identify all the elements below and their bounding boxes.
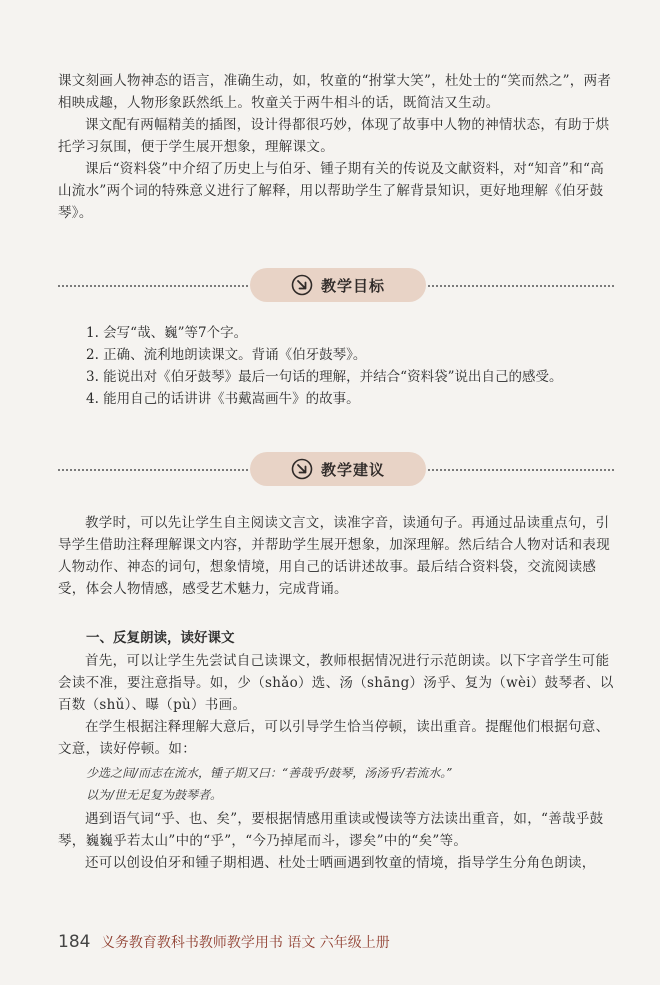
intro-paragraph-3: 课后“资料袋”中介绍了历史上与伯牙、锺子期有关的传说及文献资料，对“知音”和“高山流水”两个词的特殊意义进行了解释，用以帮助学生了解背景知识，更好地理解《伯牙鼓琴》。 [58, 161, 605, 221]
section-header-advice [58, 452, 614, 486]
list-item: 1. 会写“哉、巍”等7个字。 [86, 325, 248, 341]
subsection-paragraph-1: 首先，可以让学生先尝试自己读课文，教师根据情况进行示范朗读。以下字音学生可能会读不准，要注意指导。如，少（shǎo）选、汤（shāng）汤乎、复为（wèi）鼓琴者、以百数（shǔ）、曝（pù）书画。 [58, 653, 614, 713]
circle-arrow-down-right-icon [291, 458, 313, 480]
section-title-advice: 教学建议 [320, 460, 385, 479]
dotted-divider-right [428, 285, 614, 287]
section-pill-advice [250, 452, 426, 486]
list-item: 2. 正确、流利地朗读课文。背诵《伯牙鼓琴》。 [86, 347, 367, 363]
page-number: 184 [58, 932, 91, 952]
intro-paragraph-2: 课文配有两幅精美的插图，设计得都很巧妙，体现了故事中人物的神情状态，有助于烘托学习氛围，便于学生展开想象，理解课文。 [58, 117, 610, 155]
page-footer [58, 932, 390, 952]
subsection-title: 一、反复朗读，读好课文 [86, 630, 235, 646]
quote-line-2: 以为/世无足复为鼓琴者。 [86, 788, 223, 802]
subsection-paragraph-4: 还可以创设伯牙和锺子期相遇、杜处士晒画遇到牧童的情境，指导学生分角色朗读， [85, 855, 596, 871]
book-title: 义务教育教科书教师教学用书 语文 六年级上册 [100, 935, 390, 951]
subsection-paragraph-3: 遇到语气词“乎、也、矣”，要根据情感用重读或慢读等方法读出重音，如，“善哉乎鼓琴，巍巍乎若太山”中的“乎”，“今乃掉尾而斗，谬矣”中的“矣”等。 [58, 811, 604, 849]
section-header-goals [58, 268, 614, 302]
dotted-divider-left [58, 469, 248, 471]
quote-line-1: 少选之间/而志在流水，锺子期又曰：“善哉乎/鼓琴，汤汤乎/若流水。” [86, 766, 453, 780]
dotted-divider-right [428, 469, 614, 471]
list-item: 4. 能用自己的话讲讲《书戴嵩画牛》的故事。 [86, 391, 360, 407]
dotted-divider-left [58, 285, 248, 287]
goals-list [86, 322, 606, 410]
section-title-goals: 教学目标 [320, 276, 385, 295]
advice-paragraph-1: 教学时，可以先让学生自主阅读文言文，读准字音，读通句子。再通过品读重点句，引导学生借助注释理解课文内容，并帮助学生展开想象，加深理解。然后结合人物对话和表现人物动作、神态的词句，想象情境，用自己的话讲述故事。最后结合资料袋，交流阅读感受，体会人物情感，感受艺术魅力，完成背诵。 [58, 515, 610, 597]
circle-arrow-down-right-icon [291, 274, 313, 296]
intro-paragraph-1: 课文刻画人物神态的语言，准确生动，如，牧童的“拊掌大笑”，杜处士的“笑而然之”，两者相映成趣，人物形象跃然纸上。牧童关于两牛相斗的话，既简洁又生动。 [58, 73, 612, 111]
list-item: 3. 能说出对《伯牙鼓琴》最后一句话的理解，并结合“资料袋”说出自己的感受。 [86, 369, 563, 385]
subsection-paragraph-2: 在学生根据注释理解大意后，可以引导学生恰当停顿，读出重音。提醒他们根据句意、文意，读好停顿。如： [58, 719, 610, 757]
section-pill-goals [250, 268, 426, 302]
